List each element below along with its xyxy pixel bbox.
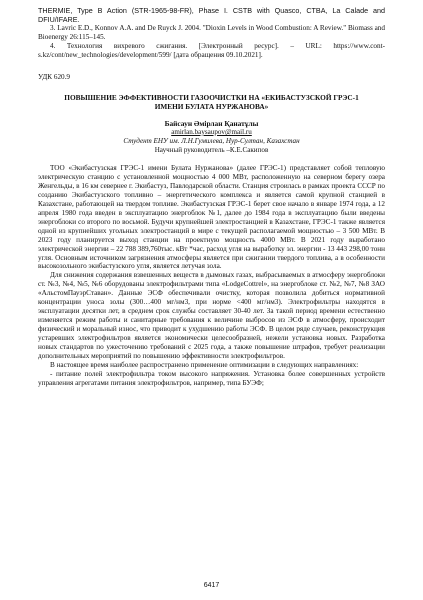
author-name: Байсаун Әмірлан Қанатұлы [164,118,259,128]
supervisor: Научный руководитель –К.Е.Сакипов [154,145,269,154]
body-paragraph: В настоящее время наиболее распространено применение оптимизации в следующих направлениях: [50,360,359,369]
article-title: ПОВЫШЕНИЕ ЭФФЕКТИВНОСТИ ГАЗООЧИСТКИ НА «ЕКИБАСТУЗСКОЙ ГРЭС-1 ИМЕНИ БУЛАТА НУРЖАНОВА» [64,92,359,111]
body-paragraph: Для снижения содержания взвешенных веществ в дымовых газах, выбрасываемых в атмосферу энергоблоки ст. №3, №4, №5, №6 оборудованы электрофильтрами типа «LodgeCottrel», на энергоблоке ст. №2, №7, №8 ЗАО «АльстомПауэрСтаван». Данные ЭСФ обеспечивали очистку, которая позволила добиться нормативной концентрации уноса золы (300…400 мг/нм3, при норме <400 мг/нм3). Электрофильтры находятся в эксплуатации десятки лет, в среднем срок службы составляет 30-40 лет. За такой период времени естественно изменяется режим работы и санитарные требования к величине выбросов из ЭСФ в атмосферу, происходит физический и моральный износ, что приводит к ухудшению работы ЭСФ. В целом ряде случаев, реконструкция устаревших электрофильтров является экономически целесообразней, нежели установка новых. Разработка новых стандартов по ужесточению требований с 2025 года, а также повышение штрафов, требует реализации дополнительных мероприятий по повышению эффективности электрофильтров. [38,271,385,360]
page-number: 6417 [203,582,220,589]
article-body [38,164,385,388]
author-affiliation: Студент ЕНУ им. Л.Н.Гумилева, Нур-Султан, Казахстан [123,136,300,145]
references-section [38,0,385,61]
reference-item: 4. Технология вихревого сжигания. [Электронный ресурс]. – URL: https://www.cont-s.kz/cont/new_technologies/development/599/ [дата обращения 09.10.2021]. [38,42,385,60]
udk-code: УДК 620.9 [38,72,71,81]
body-paragraph: - питание полей электрофильтра током высокого напряжения. Установка более совершенных устройств управления агрегатами питания электрофильтров, например, типа БУЭФ; [38,369,385,387]
author-email[interactable]: amirlan.baysaupov@mail.ru [171,127,252,136]
reference-item: THERMIE, Type B Action (STR-1965-98-FR), Phase I. CSTB with Quasco, CTBA, La Calade and DFIU/IFARE. [38,6,385,25]
reference-item: 3. Lavric E.D., Konnov A.A. and De Ruyck J. 2004. "Dioxin Levels in Wood Combustion: A Review." Biomass and Bioenergy 26:115–145. [38,24,385,42]
body-paragraph: ТОО «Экибастузская ГРЭС-1 имени Булата Нуржанова» (далее ГРЭС-1) представляет собой тепловую электрическую станцию с установленной мощностью 4 000 МВт, расположенную на северном берегу озера Женгельды, в 16 км севернее г. Экибастуз, Павлодарской области. Станция строилась в рамках проекта СССР по созданию Экибастузского топливно – энергетического комплекса и является самой крупной станцией в Казахстане, работающей на твердом топливе. Экибастузская ГРЭС-1 берет свое начало в январе 1974 года, а 12 апреля 1980 года введен в эксплуатацию энергоблок №1, далее до 1984 года в эксплуатацию были введены энергоблоки со второго по восьмой. Будучи крупнейшей электростанцией в Казахстане, ГРЭС-1 также является одной из крупнейших угольных электростанций в мире с текущей располагаемой мощностью – 3 500 МВт. В 2023 году планируется выход станции на проектную мощность 4000 МВт. В 2021 году выработано электрической энергии – 22 788 389,760тыс. кВт *час, расход угля на выработку эл. энергии - 13 443 298,00 тонн угля. Основным источником загрязнения атмосферы является при сжигании твердого топлива, а в особенности высокозольного экибастузского угля, является летучая зола. [38,163,385,271]
